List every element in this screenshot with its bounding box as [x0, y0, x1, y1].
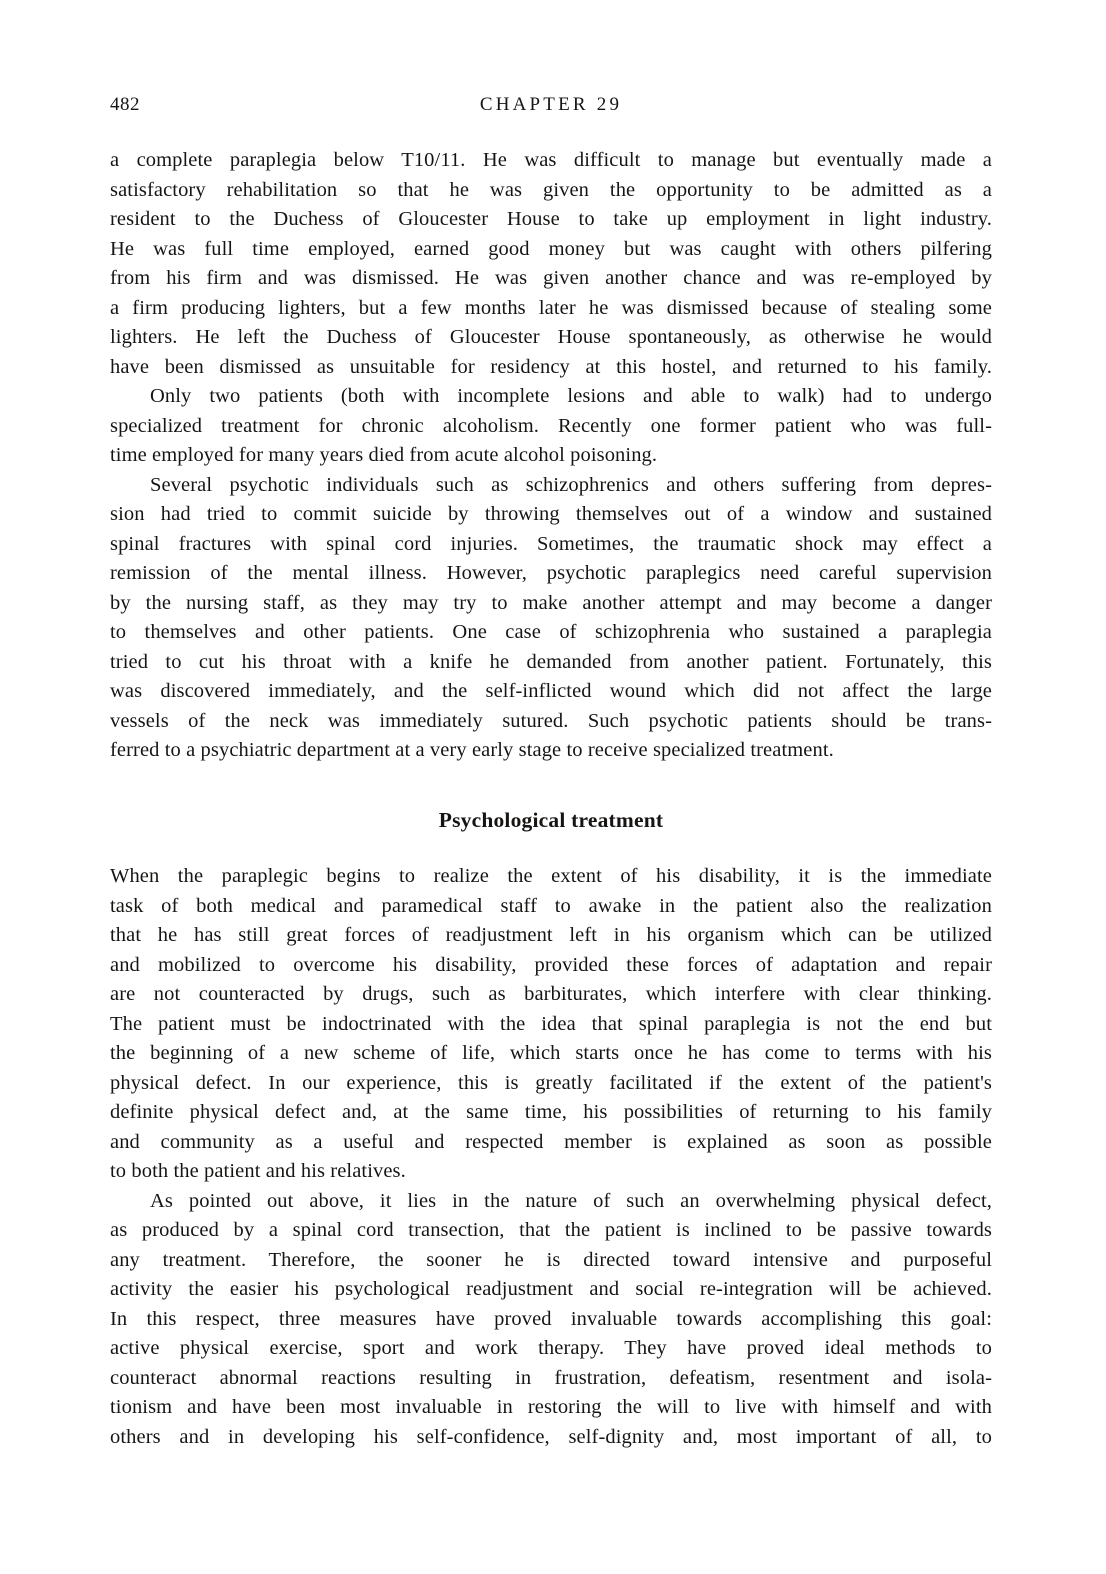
- text-line: the beginning of a new scheme of life, which starts once he has come to terms with his: [110, 1042, 992, 1064]
- text-line: to both the patient and his relatives.: [110, 1160, 406, 1182]
- text-line: lighters. He left the Duchess of Gloucester House spontaneously, as otherwise he would: [110, 326, 992, 348]
- section-heading: Psychological treatment: [438, 807, 664, 832]
- text-line: resident to the Duchess of Gloucester House to take up employment in light industry.: [110, 208, 992, 230]
- book-page: [110, 0, 992, 1452]
- text-line: that he has still great forces of readjustment left in his organism which can be utilized: [110, 924, 992, 946]
- text-line: as produced by a spinal cord transection, that the patient is inclined to be passive towards: [110, 1219, 992, 1241]
- text-line: tried to cut his throat with a knife he demanded from another patient. Fortunately, this: [110, 650, 992, 673]
- text-line: physical defect. In our experience, this is greatly facilitated if the extent of the patient's: [110, 1071, 992, 1094]
- text-line: In this respect, three measures have proved invaluable towards accomplishing this goal:: [110, 1307, 992, 1330]
- text-line: time employed for many years died from acute alcohol poisoning.: [110, 444, 658, 466]
- paragraph: [110, 382, 992, 471]
- text-line: by the nursing staff, as they may try to make another attempt and may become a danger: [110, 591, 992, 614]
- text-line: others and in developing his self-confidence, self-dignity and, most important of all, to: [110, 1425, 992, 1448]
- text-line: from his firm and was dismissed. He was given another chance and was re-employed by: [110, 267, 992, 289]
- text-line: satisfactory rehabilitation so that he was given the opportunity to be admitted as a: [110, 178, 992, 201]
- page-body: [110, 146, 992, 1452]
- page-number: 482: [110, 94, 140, 115]
- text-line: When the paraplegic begins to realize the extent of his disability, it is the immediate: [110, 865, 992, 887]
- text-line: specialized treatment for chronic alcoholism. Recently one former patient who was full-: [110, 414, 992, 437]
- text-line: a firm producing lighters, but a few months later he was dismissed because of stealing some: [110, 296, 992, 319]
- text-line: vessels of the neck was immediately sutured. Such psychotic patients should be trans-: [110, 709, 992, 732]
- text-line: counteract abnormal reactions resulting in frustration, defeatism, resentment and isola-: [110, 1366, 992, 1389]
- chapter-header: CHAPTER 29: [479, 94, 623, 115]
- paragraph: [110, 1187, 992, 1453]
- text-line: was discovered immediately, and the self-inflicted wound which did not affect the large: [110, 680, 992, 702]
- text-line: and community as a useful and respected member is explained as soon as possible: [110, 1130, 992, 1153]
- text-line: any treatment. Therefore, the sooner he is directed toward intensive and purposeful: [110, 1248, 992, 1271]
- paragraph: [110, 862, 992, 1187]
- text-line: active physical exercise, sport and work therapy. They have proved ideal methods to: [110, 1337, 992, 1359]
- text-line: task of both medical and paramedical staff to awake in the patient also the realization: [110, 894, 992, 917]
- text-line: Several psychotic individuals such as schizophrenics and others suffering from depres-: [150, 473, 992, 496]
- text-line: He was full time employed, earned good money but was caught with others pilfering: [110, 237, 992, 260]
- text-line: a complete paraplegia below T10/11. He was difficult to manage but eventually made a: [110, 149, 992, 171]
- text-line: are not counteracted by drugs, such as barbiturates, which interfere with clear thinking.: [110, 983, 992, 1005]
- paragraph: [110, 146, 992, 382]
- text-line: have been dismissed as unsuitable for residency at this hostel, and returned to his family.: [110, 355, 992, 378]
- text-line: Only two patients (both with incomplete lesions and able to walk) had to undergo: [150, 385, 992, 407]
- running-head: [110, 94, 992, 120]
- paragraph: [110, 471, 992, 766]
- text-line: to themselves and other patients. One case of schizophrenia who sustained a paraplegia: [110, 621, 992, 643]
- text-line: activity the easier his psychological readjustment and social re-integration will be achieved.: [110, 1278, 992, 1300]
- text-line: The patient must be indoctrinated with the idea that spinal paraplegia is not the end but: [110, 1012, 992, 1035]
- text-line: and mobilized to overcome his disability, provided these forces of adaptation and repair: [110, 953, 992, 976]
- text-line: definite physical defect and, at the same time, his possibilities of returning to his family: [110, 1101, 992, 1123]
- text-line: tionism and have been most invaluable in restoring the will to live with himself and with: [110, 1396, 992, 1418]
- text-line: remission of the mental illness. However, psychotic paraplegics need careful supervision: [110, 562, 992, 584]
- text-line: ferred to a psychiatric department at a very early stage to receive specialized treatment.: [110, 739, 834, 761]
- text-line: spinal fractures with spinal cord injuries. Sometimes, the traumatic shock may effect a: [110, 532, 992, 555]
- text-line: sion had tried to commit suicide by throwing themselves out of a window and sustained: [110, 503, 992, 525]
- text-line: As pointed out above, it lies in the nature of such an overwhelming physical defect,: [150, 1189, 992, 1212]
